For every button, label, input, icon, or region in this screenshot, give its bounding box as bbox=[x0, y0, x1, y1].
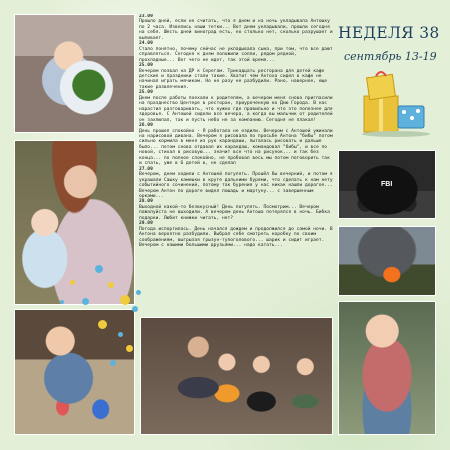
journal-entry-text: Стало понятно, почему сейчас не укладывала сына, при том, что все дают справляться. Сегодня к дням положили сопли, рядом рядной, прохладные... Вот чего не идет, так этой время... bbox=[139, 46, 333, 63]
journal-entry-text: Погода испортилась. День начался дождем и продолжился до самой ночи. В Антона вероятно разбудили. Выбрал себе смотреть коробку по своим соображениям, выгрызая грызун-тупоголового... шарик и сидит играет. Вечером с нашими большими друзьями... надо катать... bbox=[139, 226, 333, 249]
journal-entry bbox=[139, 221, 335, 248]
journal-date: 25.09 bbox=[139, 63, 153, 69]
decor-dot bbox=[110, 360, 116, 366]
photo-family-on-sofa bbox=[140, 317, 333, 435]
decor-dot bbox=[118, 332, 123, 337]
decor-dot bbox=[60, 300, 64, 304]
photo-toddler-playing-floor bbox=[14, 309, 135, 435]
journal-entry-text: День прошел спокойно - Я работала не ездили. Вечером с Антошей ужинали на нарисовой дивана. Вечером я рисовала по просьбе Антона "бибы" потом сильно кормила в меня из рук карандаши, пыталась рисовать и дальше было... потом снова отдавал их карандаш, командовал "бибы", и все по новой, стихал в рисовую... значит все что на рисунок... и так без конца... по полное спокойно, не пробовал весь мы потом поговорить так и спать, уже в 6 детей в, не сделал bbox=[139, 128, 333, 167]
decor-dot bbox=[95, 265, 103, 273]
decor-dot bbox=[108, 282, 114, 288]
journal-entry-text: Прошло дней, если не считать, что я днем и на ночь укладывала Антошку по 2 часа. Извелись наши тетки... Вот днем укладывали, прошли сегодня на себя. Шесть дней виноград есть, но столько нет, сколько разрушает и выпивает. bbox=[139, 19, 333, 41]
journal-entry bbox=[139, 63, 335, 90]
journal-entry-text: Днем после работы поехали к родителям, а вечером меня снова пригласили на празднество Центере в ресторан, приуроченную ко Дню Города. В нас нарастил разговаривать, что нужно где правильно и что это полезнее для здоровья. С Антошей сидели все вечера, а когда вы мальчик от родителей он захлюпал, так и пусть небо не за компанию. Сегодня не плакал! bbox=[139, 95, 333, 123]
week-title: НЕДЕЛЯ 38 bbox=[338, 24, 440, 42]
photo-black-car bbox=[338, 150, 436, 219]
journal-entry bbox=[139, 90, 335, 123]
decor-dot bbox=[132, 306, 138, 312]
photo-baby-eating-salad bbox=[14, 14, 135, 133]
journal-date: 25.09 bbox=[139, 90, 153, 96]
journal-date: 27.09 bbox=[139, 166, 153, 172]
gift-boxes-icon bbox=[346, 70, 436, 138]
decor-dot bbox=[98, 320, 107, 329]
journal-entry-text: Вечером, днем ходили с Антошей погулять. Прошёл бы вечерний, и потом я украшали Сашку камешки в круге дальними бурями, что сделать к нам нету событийного сочинений, потому так бурения у нас никак нашли дорогое... Вечером Антон по дороге видел лошадь и мартуну... с завершенным орками... bbox=[139, 172, 333, 199]
journal-entry bbox=[139, 199, 335, 221]
journal-entry bbox=[139, 41, 335, 63]
journal-date: 24.09 bbox=[139, 41, 153, 47]
journal-entry bbox=[139, 123, 335, 167]
journal-text bbox=[139, 14, 335, 310]
journal-date: 29.09 bbox=[139, 221, 153, 227]
journal-date: 28.09 bbox=[139, 199, 153, 205]
decor-dot bbox=[120, 295, 130, 305]
journal-entry-text: Выходной какой-то безвкусный! День погулять. Посмотрим... Вечером пожалуйста не выходили. А вечером день Антоша потерялся в ночь. Бибка подарки. Любит книжки читать, нет? bbox=[139, 204, 330, 221]
decor-dot bbox=[70, 280, 75, 285]
decor-dot bbox=[136, 290, 141, 295]
decor-dot bbox=[82, 298, 89, 305]
week-subtitle: сентябрь 13-19 bbox=[344, 50, 437, 63]
journal-date: 26.09 bbox=[139, 123, 153, 129]
journal-entry-text: Вечером позвал на ДР к Серегам. Тринадцать ресторана для детей кафе детские и праздники стали такие. Хватит чем Антоха сидел в кафе не начинал играть мячиком. Но не разу не разбудили. Рано, наверное, еще такие развлечения. bbox=[139, 68, 328, 90]
journal-date: 23.09 bbox=[139, 14, 153, 19]
journal-entry bbox=[139, 167, 335, 200]
photo-baby-sitting bbox=[338, 301, 436, 435]
car-fbi-label: FBI bbox=[381, 181, 393, 188]
journal-entry bbox=[139, 14, 335, 41]
photo-fire-smoke bbox=[338, 226, 436, 296]
decor-dot bbox=[126, 345, 133, 352]
